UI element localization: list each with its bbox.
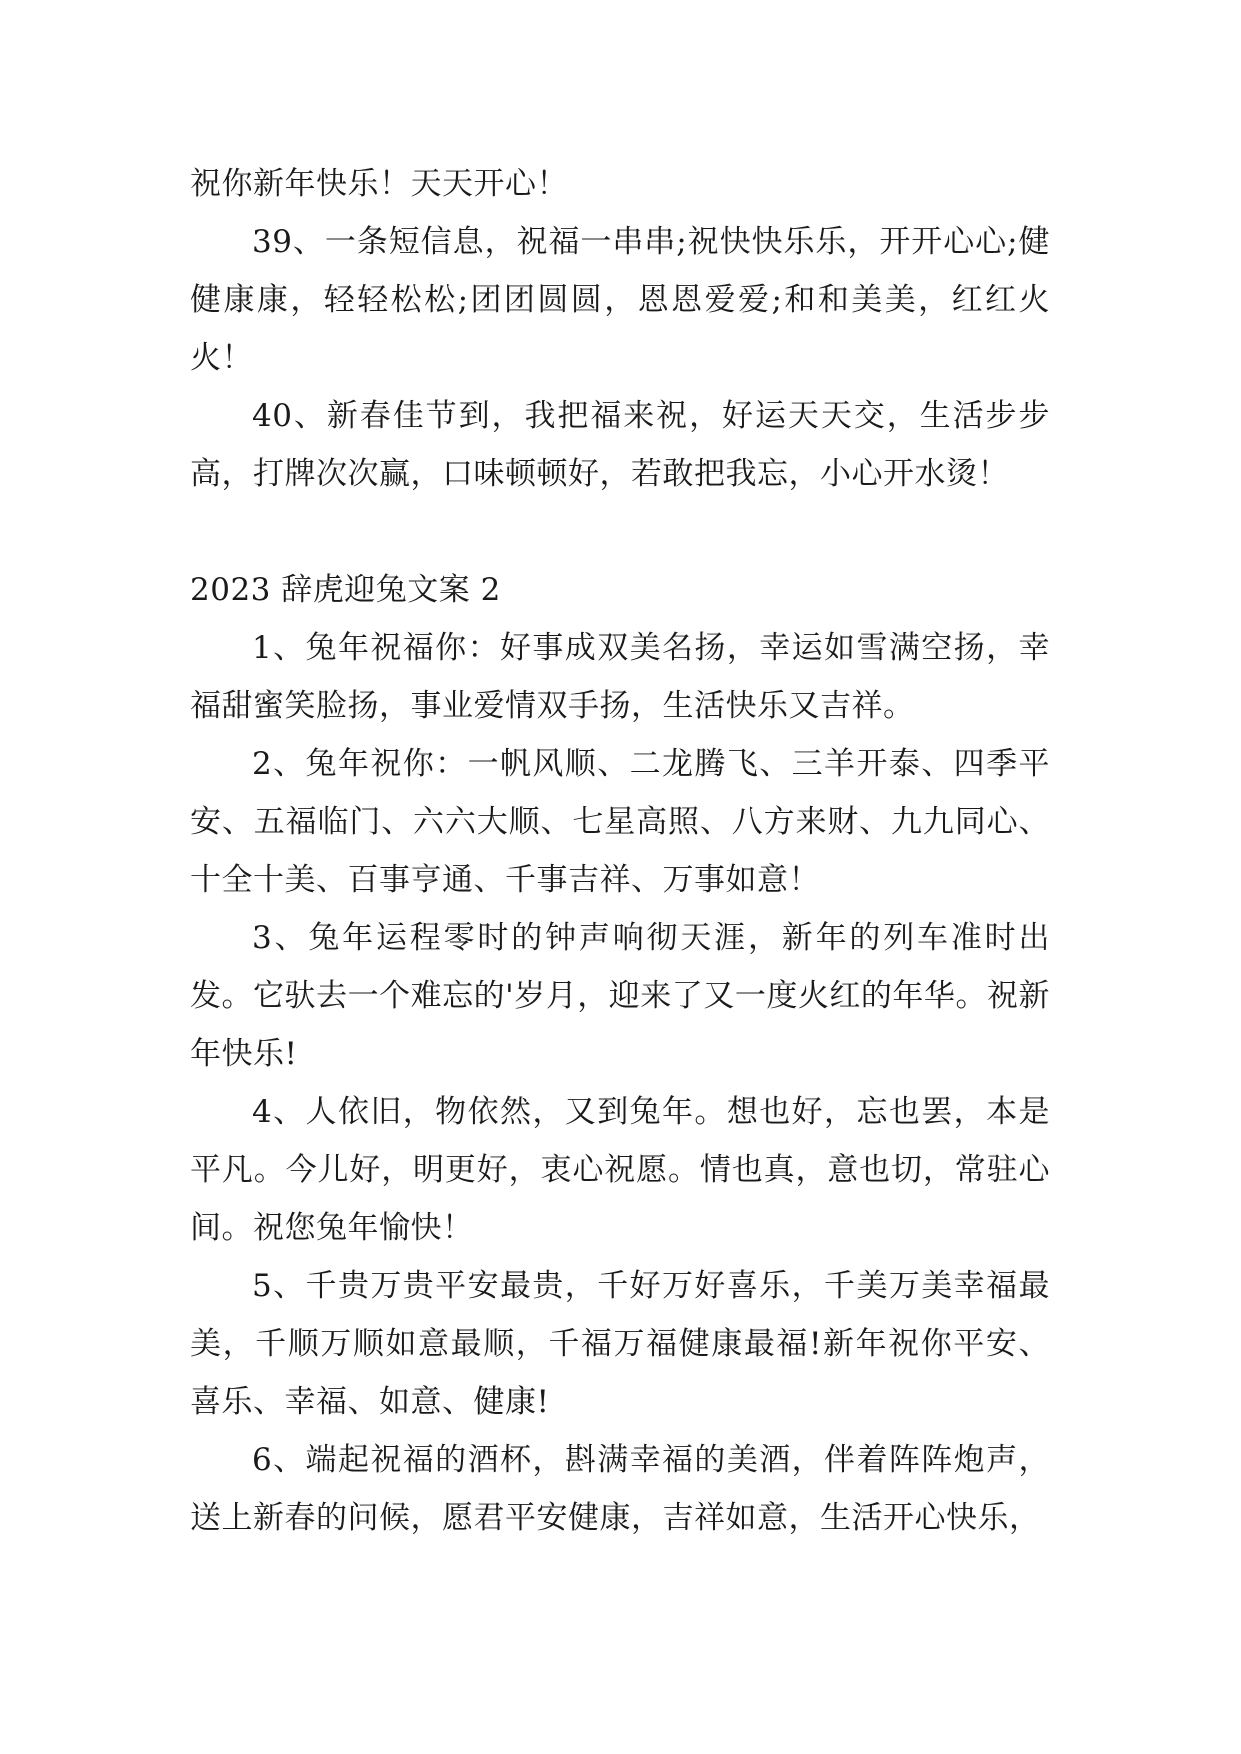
section-heading: 2023 辞虎迎兔文案 2 (190, 572, 501, 608)
paragraph-2: 2、兔年祝你：一帆风顺、二龙腾飞、三羊开泰、四季平安、五福临门、六六大顺、七星高照、八方来财、九九同心、十全十美、百事亨通、千事吉祥、万事如意！ (190, 746, 1050, 898)
paragraph-3: 3、兔年运程零时的钟声响彻天涯，新年的列车准时出发。它驮去一个难忘的'岁月，迎来了又一度火红的年华。祝新年快乐! (190, 920, 1050, 1072)
continued-paragraph: 祝你新年快乐！天天开心！ (190, 166, 568, 202)
paragraph-40: 40、新春佳节到，我把福来祝，好运天天交，生活步步高，打牌次次赢，口味顿顿好，若敢把我忘，小心开水烫！ (190, 398, 1050, 492)
paragraph-1: 1、兔年祝福你：好事成双美名扬，幸运如雪满空扬，幸福甜蜜笑脸扬，事业爱情双手扬，生活快乐又吉祥。 (190, 630, 1050, 724)
paragraph-5: 5、千贵万贵平安最贵，千好万好喜乐，千美万美幸福最美，千顺万顺如意最顺，千福万福健康最福!新年祝你平安、喜乐、幸福、如意、健康! (190, 1268, 1050, 1420)
paragraph-6: 6、端起祝福的酒杯，斟满幸福的美酒，伴着阵阵炮声，送上新春的问候，愿君平安健康，吉祥如意，生活开心快乐， (190, 1442, 1050, 1536)
document-body (190, 155, 1050, 1547)
paragraph-39: 39、一条短信息，祝福一串串;祝快快乐乐，开开心心;健健康康，轻轻松松;团团圆圆，恩恩爱爱;和和美美，红红火火！ (190, 224, 1050, 376)
paragraph-4: 4、人依旧，物依然，又到兔年。想也好，忘也罢，本是平凡。今儿好，明更好，衷心祝愿。情也真，意也切，常驻心间。祝您兔年愉快！ (190, 1094, 1050, 1246)
